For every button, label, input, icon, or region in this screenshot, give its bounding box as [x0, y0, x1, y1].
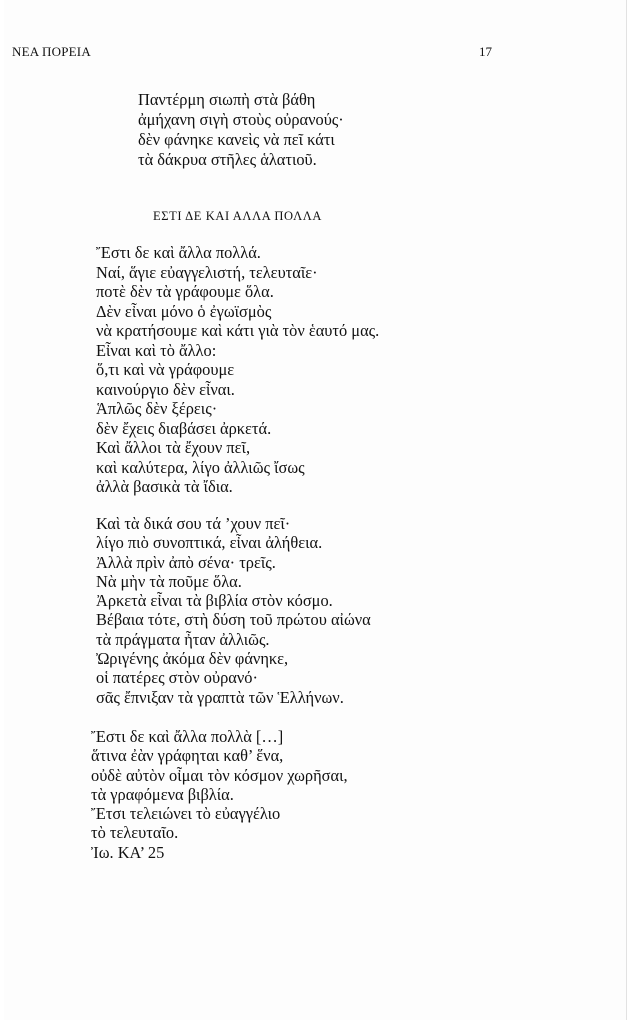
verse-line: Ἁπλῶς δὲν ξέρεις·: [96, 399, 218, 418]
citation: Ἰω. ΚΑ’ 25: [91, 842, 165, 862]
verse-line: καινούργιο δὲν εἶναι.: [96, 379, 235, 399]
verse-line: τὸ τελευταῖο.: [91, 823, 179, 843]
verse-line: ἀμήχανη σιγὴ στοὺς οὐρανούς·: [138, 110, 344, 129]
verse-line: τὰ δάκρυα στῆλες ἁλατιοῦ.: [138, 150, 317, 169]
verse-line: Ἔτσι τελειώνει τὸ εὐαγγέλιο: [91, 804, 281, 824]
verse-line: οἱ πατέρες στὸν οὐρανό·: [96, 668, 258, 688]
verse-line: Ναί, ἅγιε εὐαγγελιστή, τελευταῖε·: [96, 262, 318, 282]
verse-line: Καὶ ἄλλοι τὰ ἔχουν πεῖ,: [96, 438, 251, 457]
verse-line: Ἔστι δε καὶ ἄλλα πολλὰ […]: [91, 727, 284, 746]
verse-line: δὲν ἔχεις διαβάσει ἀρκετά.: [96, 418, 272, 438]
poem-title: ΕΣΤΙ ΔΕ ΚΑΙ ΑΛΛΑ ΠΟΛΛΑ: [153, 209, 323, 223]
verse-line: Ἔστι δε καὶ ἄλλα πολλά.: [96, 243, 261, 262]
verse-line: Νὰ μὴν τὰ ποῦμε ὅλα.: [96, 571, 242, 591]
verse-line: ὅ,τι καὶ νὰ γράφουμε: [96, 360, 235, 379]
verse-line: καὶ καλύτερα, λίγο ἀλλιῶς ἴσως: [96, 457, 305, 477]
book-page: [4, 0, 627, 1020]
verse-line: δὲν φάνηκε κανεὶς νὰ πεῖ κάτι: [138, 130, 335, 149]
verse-line: Παντέρμη σιωπὴ στὰ βάθη: [138, 90, 316, 109]
verse-line: Εἶναι καὶ τὸ ἄλλο:: [96, 340, 217, 360]
verse-line: λίγο πιὸ συνοπτικά, εἶναι ἀλήθεια.: [96, 533, 323, 553]
verse-line: Ἀρκετὰ εἶναι τὰ βιβλία στὸν κόσμο.: [96, 591, 333, 611]
verse-line: Ἀλλὰ πρὶν ἀπὸ σένα· τρεῖς.: [96, 552, 276, 572]
verse-line: τὰ πράγματα ἦταν ἀλλιῶς.: [96, 629, 270, 649]
verse-line: Βέβαια τότε, στὴ δύση τοῦ πρώτου αἰώνα: [96, 610, 371, 630]
verse-line: τὰ γραφόμενα βιβλία.: [91, 784, 234, 804]
running-head: ΝΕΑ ΠΟΡΕΙΑ: [12, 44, 91, 59]
verse-line: Καὶ τὰ δικά σου τά ’χουν πεῖ·: [96, 514, 291, 533]
stanza-1: [96, 243, 379, 497]
verse-line: σᾶς ἔπνιξαν τὰ γραπτὰ τῶν Ἑλλήνων.: [96, 687, 344, 707]
page-number: 17: [479, 44, 492, 59]
verse-line: Ὠριγένης ἀκόμα δὲν φάνηκε,: [96, 649, 289, 669]
verse-line: ἀλλὰ βασικὰ τὰ ἴδια.: [96, 477, 233, 496]
stanza-2: [96, 514, 371, 707]
opening-stanza: [138, 90, 344, 170]
verse-line: οὐδὲ αὐτὸν οἶμαι τὸν κόσμον χωρῆσαι,: [91, 765, 348, 785]
verse-line: Δὲν εἶναι μόνο ὁ ἐγωϊσμὸς: [96, 301, 272, 321]
verse-line: ἅτινα ἐὰν γράφηται καθ’ ἕνα,: [91, 746, 284, 766]
verse-line: ποτὲ δὲν τὰ γράφουμε ὅλα.: [96, 282, 274, 301]
verse-line: νὰ κρατήσουμε καὶ κάτι γιὰ τὸν ἑαυτό μας.: [96, 321, 380, 340]
stanza-3: [91, 727, 348, 862]
